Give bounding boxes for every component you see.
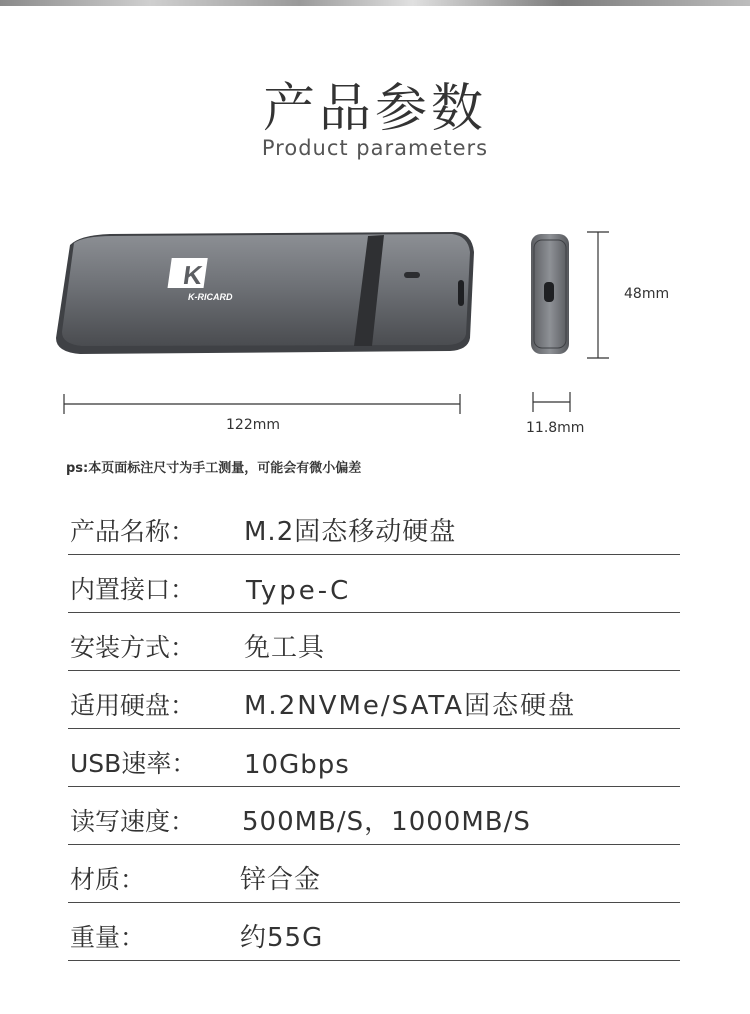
spec-value: M.2固态移动硬盘 (244, 517, 457, 547)
spec-label: 重量： (70, 923, 146, 952)
page-title: 产品参数 (262, 79, 487, 139)
thickness-dimension-line (533, 392, 570, 412)
spec-row-interface (68, 556, 680, 613)
spec-label: 读写速度： (70, 807, 196, 836)
spec-value: 锌合金 (240, 865, 322, 895)
usb-c-port-icon (458, 280, 464, 306)
spec-label: 适用硬盘： (70, 691, 196, 720)
spec-label: 产品名称： (70, 517, 196, 546)
length-label: 122mm (226, 417, 280, 433)
status-light-icon (404, 272, 420, 278)
spec-value: 免工具 (244, 633, 326, 663)
spec-value: M.2NVMe/SATA固态硬盘 (244, 691, 577, 721)
spec-row-rw-speed (68, 788, 680, 845)
svg-text:K-RICARD: K-RICARD (188, 292, 233, 302)
spec-row-weight (68, 904, 680, 961)
svg-text:K: K (181, 260, 205, 290)
thickness-label: 11.8mm (526, 420, 585, 436)
spec-value: 10Gbps (244, 750, 350, 780)
spec-value: Type-C (246, 576, 352, 606)
spec-row-usb-speed (68, 730, 680, 787)
spec-label: 安装方式： (70, 633, 196, 662)
spec-row-material (68, 846, 680, 903)
enclosure-top-view (56, 232, 474, 354)
spec-row-product-name (68, 498, 680, 555)
enclosure-side-view (531, 234, 569, 354)
height-label: 48mm (624, 286, 670, 302)
measurement-note: ps:本页面标注尺寸为手工测量，可能会有微小偏差 (66, 461, 362, 476)
spec-label: 材质： (70, 865, 146, 894)
height-dimension-line (587, 232, 609, 358)
spec-row-installation (68, 614, 680, 671)
page-subtitle: Product parameters (261, 136, 489, 160)
product-illustration (0, 0, 750, 480)
spec-row-compatible-disk (68, 672, 680, 729)
spec-value: 约55G (240, 923, 324, 953)
spec-label: 内置接口： (70, 575, 196, 604)
spec-label: USB速率： (70, 749, 197, 778)
side-port-icon (544, 282, 554, 302)
spec-value: 500MB/S，1000MB/S (242, 807, 531, 837)
length-dimension-line (64, 394, 460, 414)
